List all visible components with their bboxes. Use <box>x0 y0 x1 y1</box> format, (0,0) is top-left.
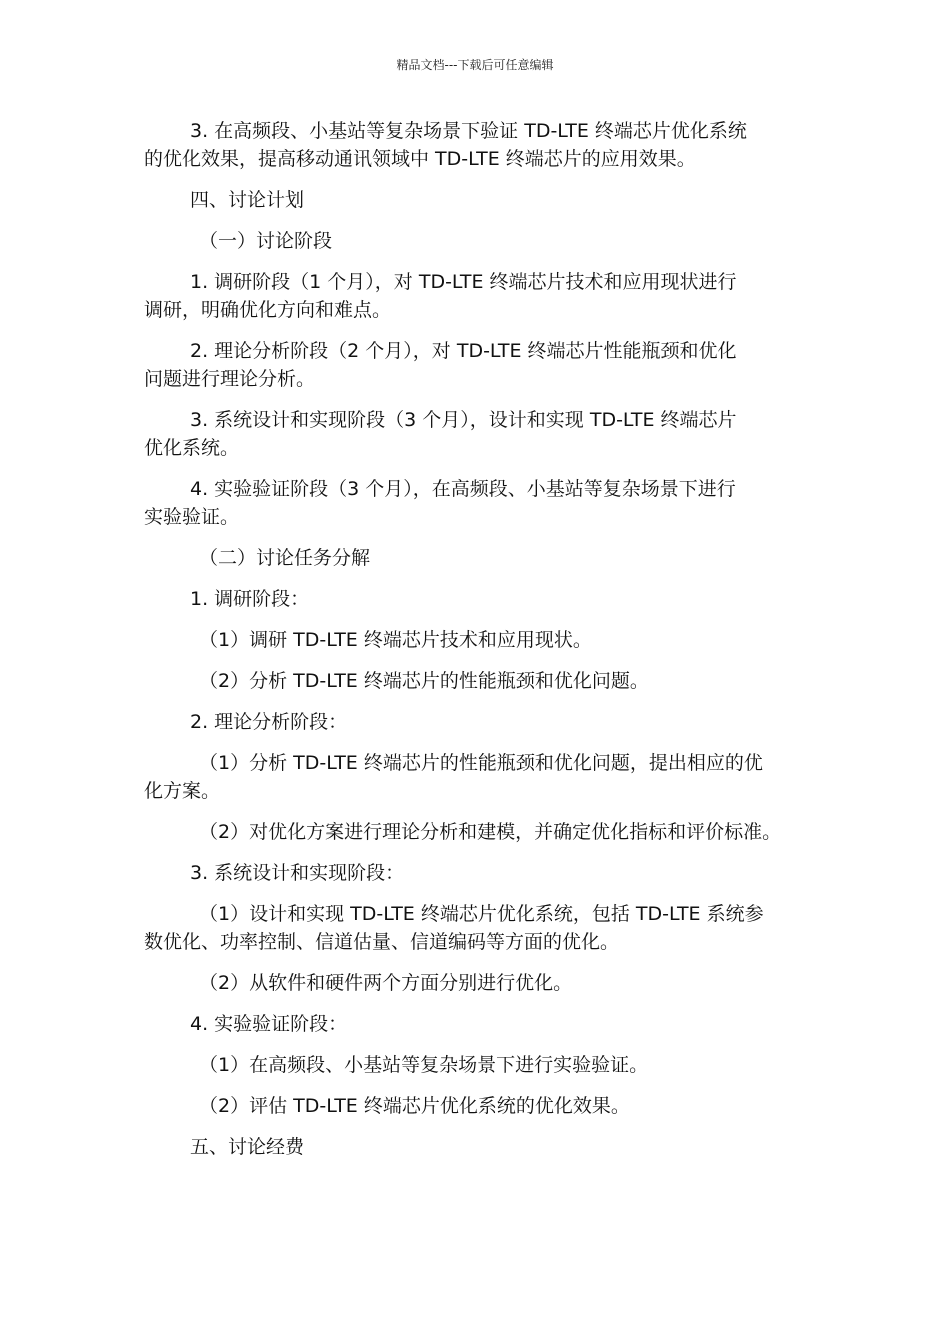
text-line: 4. 实验验证阶段（3 个月），在高频段、小基站等复杂场景下进行 <box>190 478 736 500</box>
text-line: （2）评估 TD-LTE 终端芯片优化系统的优化效果。 <box>199 1095 630 1117</box>
text-line: 2. 理论分析阶段： <box>190 711 348 733</box>
text-line: 的优化效果，提高移动通讯领域中 TD-LTE 终端芯片的应用效果。 <box>144 148 696 170</box>
task-item <box>144 626 816 654</box>
task-item <box>144 1051 816 1079</box>
text-line: （一）讨论阶段 <box>199 230 333 252</box>
text-line: 1. 调研阶段： <box>190 588 310 610</box>
text-line: 4. 实验验证阶段： <box>190 1013 348 1035</box>
paragraph-stage-4 <box>144 475 816 531</box>
task-item <box>144 1092 816 1120</box>
section-heading-funding <box>144 1133 816 1161</box>
text-line: 优化系统。 <box>144 437 240 459</box>
task-group-heading-4 <box>144 1010 816 1038</box>
text-line: （1）调研 TD-LTE 终端芯片技术和应用现状。 <box>199 629 592 651</box>
task-group-heading-3 <box>144 859 816 887</box>
text-line: （1）分析 TD-LTE 终端芯片的性能瓶颈和优化问题，提出相应的优 <box>199 752 763 774</box>
text-line: 实验验证。 <box>144 506 240 528</box>
text-line: 1. 调研阶段（1 个月），对 TD-LTE 终端芯片技术和应用现状进行 <box>190 271 737 293</box>
text-line: 3. 系统设计和实现阶段： <box>190 862 405 884</box>
text-line: 数优化、功率控制、信道估量、信道编码等方面的优化。 <box>144 931 620 953</box>
text-line: （2）从软件和硬件两个方面分别进行优化。 <box>199 972 573 994</box>
text-line: （1）设计和实现 TD-LTE 终端芯片优化系统，包括 TD-LTE 系统参 <box>199 903 764 925</box>
text-line: 2. 理论分析阶段（2 个月），对 TD-LTE 终端芯片性能瓶颈和优化 <box>190 340 737 362</box>
task-item <box>144 969 816 997</box>
section-heading-plan <box>144 186 816 214</box>
task-item <box>144 667 816 695</box>
text-line: 五、讨论经费 <box>190 1136 305 1158</box>
subsection-heading-stages <box>144 227 816 255</box>
paragraph-stage-3 <box>144 406 816 462</box>
paragraph-goal-3 <box>144 117 816 173</box>
text-line: （二）讨论任务分解 <box>199 547 371 569</box>
paragraph-stage-2 <box>144 337 816 393</box>
paragraph-stage-1 <box>144 268 816 324</box>
subsection-heading-tasks <box>144 544 816 572</box>
task-item <box>144 818 816 846</box>
task-group-heading-2 <box>144 708 816 736</box>
text-line: （2）分析 TD-LTE 终端芯片的性能瓶颈和优化问题。 <box>199 670 649 692</box>
text-line: 调研，明确优化方向和难点。 <box>144 299 392 321</box>
task-item <box>144 749 816 805</box>
text-line: （1）在高频段、小基站等复杂场景下进行实验验证。 <box>199 1054 649 1076</box>
text-line: 问题进行理论分析。 <box>144 368 316 390</box>
text-line: 化方案。 <box>144 780 221 802</box>
text-line: 3. 系统设计和实现阶段（3 个月），设计和实现 TD-LTE 终端芯片 <box>190 409 737 431</box>
task-item <box>144 900 816 956</box>
document-body <box>144 117 816 1174</box>
task-group-heading-1 <box>144 585 816 613</box>
text-line: 四、讨论计划 <box>190 189 305 211</box>
text-line: （2）对优化方案进行理论分析和建模，并确定优化指标和评价标准。 <box>199 821 782 843</box>
page-header: 精品文档---下载后可任意编辑 <box>396 58 554 72</box>
text-line: 3. 在高频段、小基站等复杂场景下验证 TD-LTE 终端芯片优化系统 <box>190 120 747 142</box>
